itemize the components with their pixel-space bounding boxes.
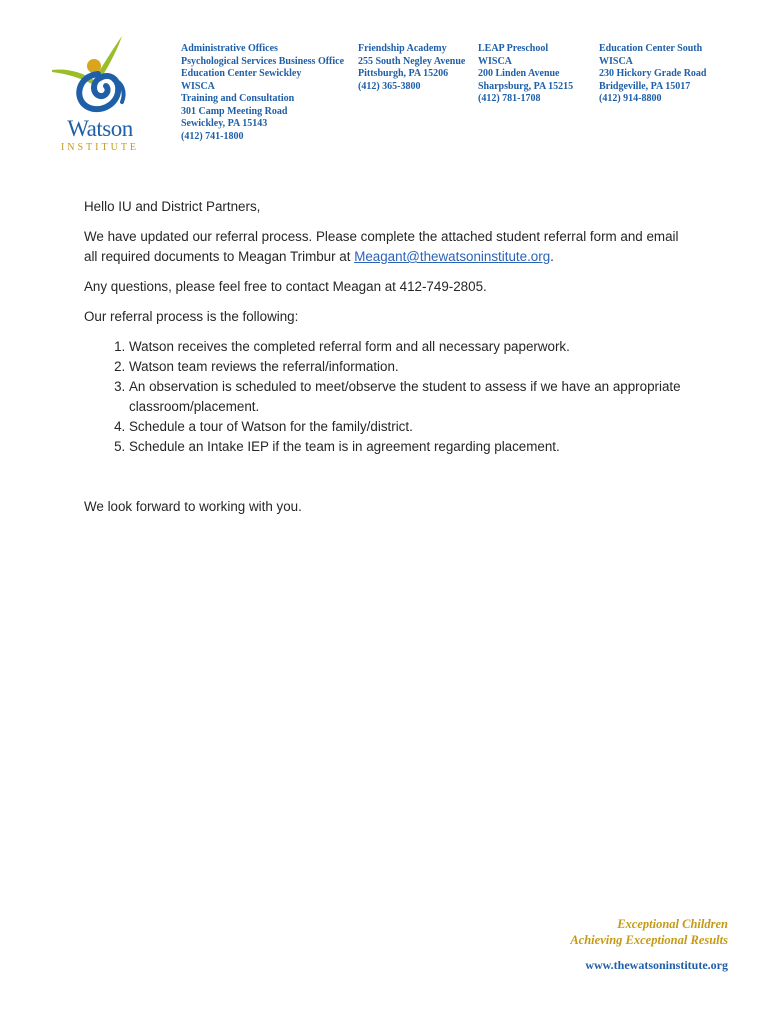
list-item: 4. Schedule a tour of Watson for the family/district. xyxy=(129,417,684,437)
address-line: (412) 781-1708 xyxy=(478,93,541,104)
address-line: Pittsburgh, PA 15206 xyxy=(358,68,449,79)
letter-body xyxy=(84,197,684,527)
list-item: 5. Schedule an Intake IEP if the team is in agreement regarding placement. xyxy=(129,437,684,457)
address-line: Education Center South xyxy=(599,43,703,54)
address-line: (412) 741-1800 xyxy=(181,130,244,142)
list-item: 2. Watson team reviews the referral/information. xyxy=(129,357,684,377)
address-line: Bridgeville, PA 15017 xyxy=(599,80,691,92)
list-item: 3. An observation is scheduled to meet/observe the student to assess if we have an appropriate classroom/placement. xyxy=(129,377,684,417)
address-line: Training and Consultation xyxy=(181,93,295,104)
logo-wordmark: Watson xyxy=(67,116,133,141)
watson-logo-mark xyxy=(48,32,148,122)
address-line: (412) 365-3800 xyxy=(358,80,421,92)
address-line: Sewickley, PA 15143 xyxy=(181,118,268,129)
paragraph-text: We have updated our referral process. Please complete the attached student referral form and email all required documents to Meagan Trimbur at xyxy=(84,229,679,264)
address-line: Administrative Offices xyxy=(181,43,278,54)
email-link[interactable]: Meagant@thewatsoninstitute.org xyxy=(354,249,551,264)
process-steps-list xyxy=(84,337,684,457)
address-administrative-offices xyxy=(181,43,344,143)
paragraph-text: . xyxy=(550,249,554,264)
address-line: Sharpsburg, PA 15215 xyxy=(478,80,574,92)
greeting: Hello IU and District Partners, xyxy=(84,199,261,214)
paragraph-questions: Any questions, please feel free to contact Meagan at 412-749-2805. xyxy=(84,279,487,294)
tagline-line-1: Exceptional Children xyxy=(617,917,728,931)
paragraph-referral xyxy=(84,227,684,267)
address-line: WISCA xyxy=(478,55,512,67)
logo-subtitle: INSTITUTE xyxy=(60,142,140,153)
address-line: LEAP Preschool xyxy=(478,43,549,54)
footer-tagline xyxy=(570,916,728,948)
address-line: WISCA xyxy=(599,55,633,67)
paragraph-process-intro: Our referral process is the following: xyxy=(84,309,299,324)
address-line: 200 Linden Avenue xyxy=(478,68,560,79)
address-education-center-south xyxy=(599,43,707,106)
address-line: WISCA xyxy=(181,80,215,92)
footer-website-url: www.thewatsoninstitute.org xyxy=(585,958,728,972)
address-line: 301 Camp Meeting Road xyxy=(181,105,288,117)
address-line: 230 Hickory Grade Road xyxy=(599,68,707,79)
tagline-line-2: Achieving Exceptional Results xyxy=(570,933,728,947)
address-friendship-academy xyxy=(358,43,465,93)
address-leap-preschool xyxy=(478,43,573,106)
address-line: Psychological Services Business Office xyxy=(181,55,345,67)
address-line: 255 South Negley Avenue xyxy=(358,55,466,67)
closing-line: We look forward to working with you. xyxy=(84,499,302,514)
watson-logo xyxy=(48,32,148,156)
address-line: (412) 914-8800 xyxy=(599,93,662,104)
address-line: Friendship Academy xyxy=(358,43,447,54)
address-line: Education Center Sewickley xyxy=(181,68,302,79)
list-item: 1. Watson receives the completed referral form and all necessary paperwork. xyxy=(129,337,684,357)
